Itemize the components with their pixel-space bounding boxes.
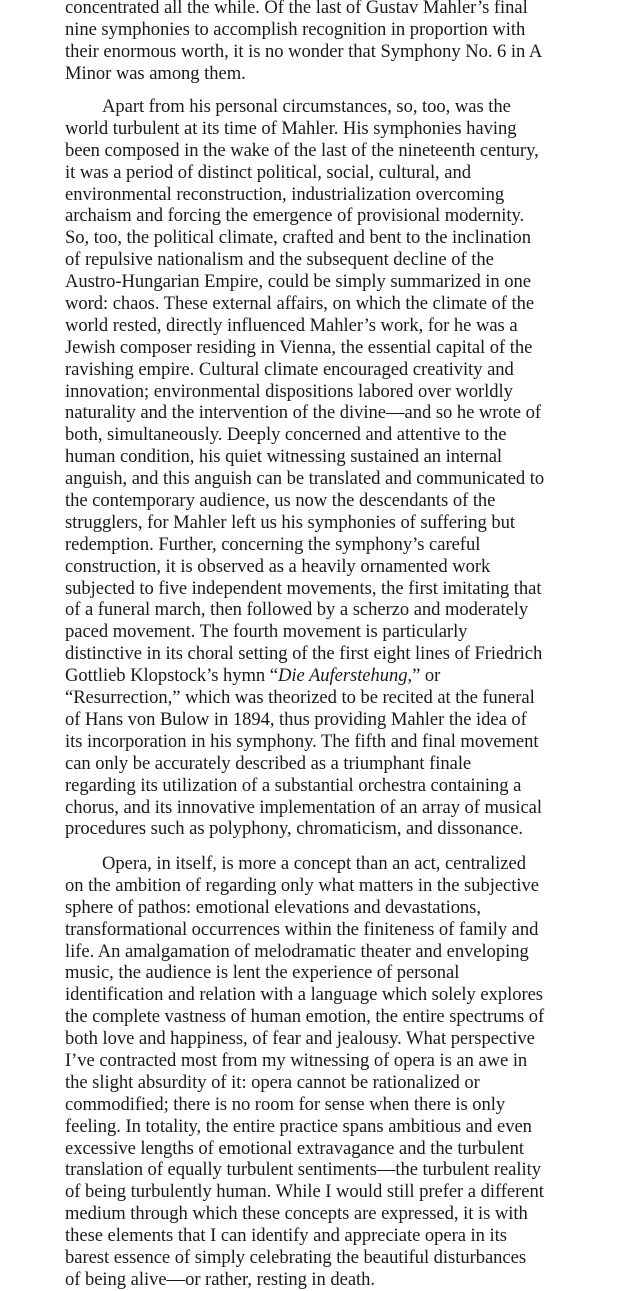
text-line: translation of equally turbulent sentiments—the turbulent reality (65, 1159, 541, 1181)
text-line: distinctive in its choral setting of the first eight lines of Friedrich (65, 643, 543, 665)
text-line: of repulsive nationalism and the subsequent decline of the (65, 249, 494, 271)
text-line: redemption. Further, concerning the symphony’s careful (65, 533, 481, 555)
text-line: on the ambition of regarding only what matters in the subjective (65, 874, 539, 896)
text-segment: Gottlieb Klopstock’s hymn “ (65, 665, 278, 687)
text-line: “Resurrection,” which was theorized to be recited at the funeral (65, 687, 535, 709)
text-line: construction, it is observed as a heavily ornamented work (65, 555, 491, 577)
text-line: the contemporary audience, us now the descendants of the (65, 490, 496, 512)
text-line: concentrated all the while. Of the last of Gustav Mahler’s final (65, 0, 528, 18)
paragraph-3 (65, 853, 624, 1291)
text-line: I’ve contracted most from my witnessing of opera is an awe in (65, 1050, 528, 1072)
text-line (65, 665, 624, 687)
text-line: transformational occurrences within the finiteness of family and (65, 918, 539, 940)
text-line: excessive lengths of emotional extravagance and the turbulent (65, 1137, 525, 1159)
text-line: been composed in the wake of the last of the nineteenth century, (65, 139, 539, 161)
text-line: Austro-Hungarian Empire, could be simply summarized in one (65, 271, 531, 293)
text-line: procedures such as polyphony, chromaticism, and dissonance. (65, 818, 523, 840)
text-line: both, simultaneously. Deeply concerned and attentive to the (65, 424, 507, 446)
paragraph-2 (65, 96, 624, 840)
text-line: subjected to five independent movements, the first imitating that (65, 577, 542, 599)
text-line: ravishing empire. Cultural climate encouraged creativity and (65, 358, 514, 380)
text-line: human condition, his quiet witnessing sustained an internal (65, 446, 503, 468)
text-line: it was a period of distinct political, social, cultural, and (65, 161, 471, 183)
text-line: So, too, the political climate, crafted and bent to the inclination (65, 227, 532, 249)
text-line: word: chaos. These external affairs, on which the climate of the (65, 293, 535, 315)
text-line: both love and happiness, of fear and jealousy. What perspective (65, 1028, 535, 1050)
text-line: sphere of pathos: emotional elevations and devastations, (65, 896, 481, 918)
text-line: music, the audience is lent the experience of personal (65, 962, 460, 984)
text-line: Minor was among them. (65, 62, 246, 84)
text-line: barest essence of simply celebrating the beautiful disturbances (65, 1247, 527, 1269)
text-line: of being alive—or rather, resting in death. (65, 1268, 375, 1290)
text-line: the slight absurdity of it: opera cannot be rationalized or (65, 1071, 480, 1093)
text-line: Opera, in itself, is more a concept than an act, centralized (102, 853, 526, 874)
text-line: of being turbulently human. While I would still prefer a different (65, 1181, 544, 1203)
text-line: world turbulent at its time of Mahler. His symphonies having (65, 117, 517, 139)
text-line: chorus, and its innovative implementation of an array of musical (65, 796, 543, 818)
text-line: of Hans von Bulow in 1894, thus providing Mahler the idea of (65, 708, 527, 730)
text-line: Jewish composer residing in Vienna, the essential capital of the (65, 336, 533, 358)
text-line: of a funeral march, then followed by a scherzo and moderately (65, 599, 529, 621)
text-line: regarding its utilization of a substantial orchestra containing a (65, 774, 522, 796)
text-line: feeling. In totality, the entire practice spans ambitious and even (65, 1115, 532, 1137)
text-line: medium through which these concepts are expressed, it is with (65, 1203, 528, 1225)
text-line: archaism and forcing the emergence of provisional modernity. (65, 205, 525, 227)
text-line: innovation; environmental dispositions labored over worldly (65, 380, 513, 402)
text-line: nine symphonies to accomplish recognition in proportion with (65, 18, 526, 40)
hymn-title: Die Auferstehung (277, 665, 408, 687)
paragraph-1 (65, 0, 624, 85)
text-line: the complete vastness of human emotion, the entire spectrums of (65, 1006, 545, 1028)
text-line: identification and relation with a language which solely explores (65, 984, 543, 1006)
text-line: commodified; there is no room for sense when there is only (65, 1093, 506, 1115)
text-line: these elements that I can identify and appreciate opera in its (65, 1225, 507, 1247)
text-line: Apart from his personal circumstances, so, too, was the (102, 96, 511, 117)
text-line: anguish, and this anguish can be translated and communicated to (65, 468, 545, 490)
text-line: environmental reconstruction, industrialization overcoming (65, 183, 505, 205)
text-line: paced movement. The fourth movement is particularly (65, 621, 468, 643)
text-line: strugglers, for Mahler left us his symphonies of suffering but (65, 511, 515, 533)
text-line: world rested, directly influenced Mahler’s work, for he was a (65, 314, 518, 336)
text-line: life. An amalgamation of melodramatic theater and enveloping (65, 940, 529, 962)
text-line: naturality and the intervention of the divine—and so he wrote of (65, 402, 541, 424)
text-line: its incorporation in his symphony. The fifth and final movement (65, 730, 539, 752)
text-line: can only be accurately described as a triumphant finale (65, 752, 472, 774)
text-line: their enormous worth, it is no wonder that Symphony No. 6 in A (65, 40, 543, 62)
text-segment: ,” or (407, 665, 441, 687)
